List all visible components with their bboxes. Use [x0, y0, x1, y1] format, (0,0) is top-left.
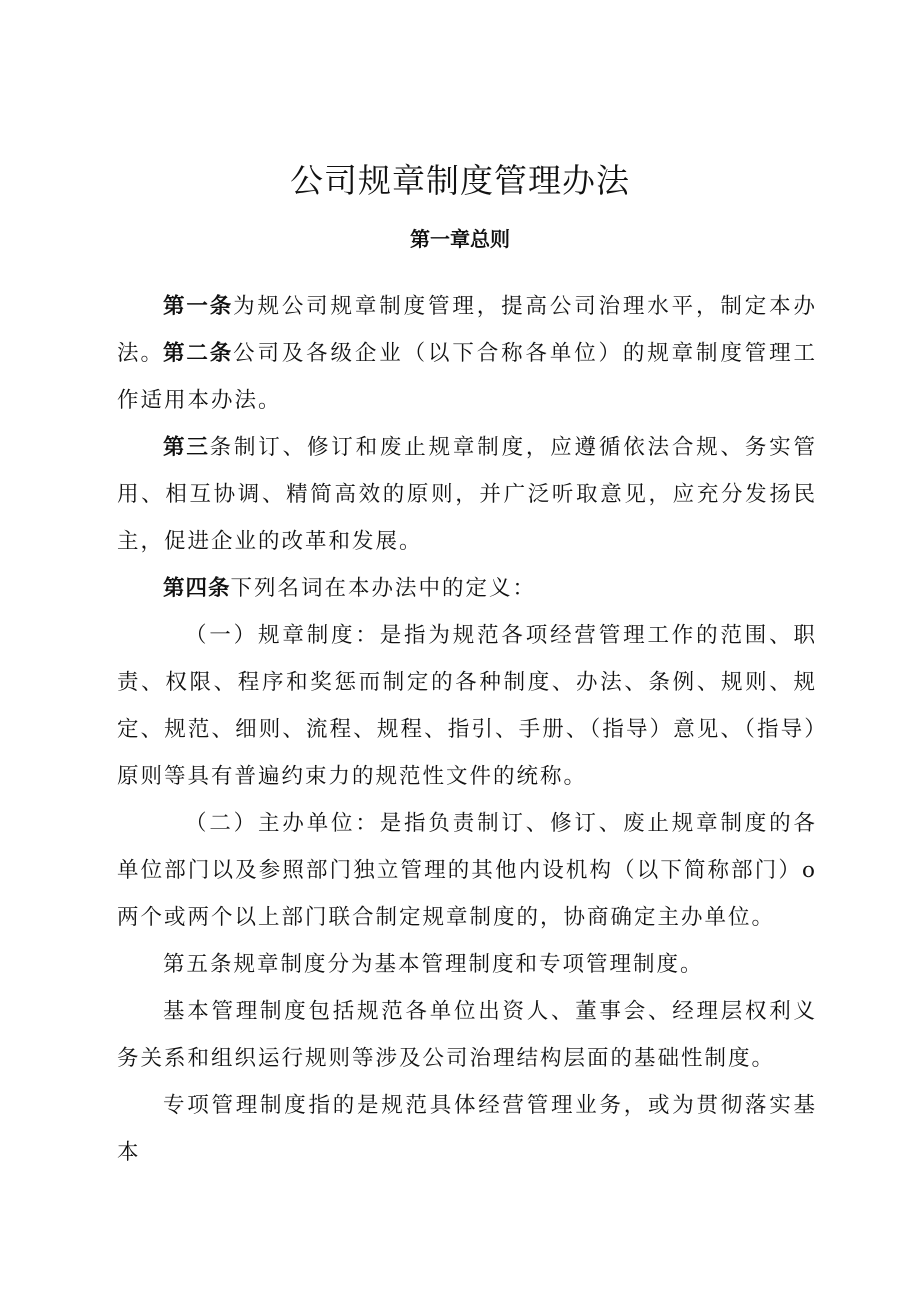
article-2: [117, 330, 817, 424]
definition-2: [117, 800, 817, 941]
article-label: 第二条: [163, 341, 234, 366]
document-title: 公司规章制度管理办法: [290, 161, 630, 200]
article-text: 条制订、修订和废止规章制度，应遵循依法合规、务实管用、相互协调、精简高效的原则，并广泛听取意见，应充分发扬民主，促进企业的改革和发展。: [117, 435, 817, 554]
special-management-paragraph: [117, 1082, 817, 1176]
definition-text: （二）主办单位：是指负责制订、修订、废止规章制度的各单位部门以及参照部门独立管理的其他内设机构（以下简称部门）o两个或两个以上部门联合制定规章制度的，协商确定主办单位。: [117, 811, 817, 930]
article-3: [117, 424, 817, 565]
basic-management-paragraph: [117, 988, 817, 1082]
article-label: 第四条: [163, 576, 231, 601]
paragraph-text: 专项管理制度指的是规范具体经营管理业务，或为贯彻落实基本: [117, 1093, 817, 1165]
article-4: [117, 565, 817, 612]
article-text: 下列名词在本办法中的定义：: [230, 576, 537, 601]
chapter-heading: 第一章总则: [410, 227, 510, 251]
article-text: 第五条规章制度分为基本管理制度和专项管理制度。: [163, 952, 704, 977]
paragraph-text: 基本管理制度包括规范各单位出资人、董事会、经理层权利义务关系和组织运行规则等涉及公司治理结构层面的基础性制度。: [117, 999, 817, 1071]
article-text: 为规公司规章制度管理，提高公司治理水平，制定本办法。: [117, 294, 817, 366]
article-label: 第三: [163, 435, 210, 460]
article-text: 公司及各级企业（以下合称各单位）的规章制度管理工作适用本办法。: [117, 341, 817, 413]
definition-text: （一）规章制度：是指为规范各项经营管理工作的范围、职责、权限、程序和奖惩而制定的各种制度、办法、条例、规则、规定、规范、细则、流程、规程、指引、手册、（指导）意见、（指导）原则等具有普遍约束力的规范性文件的统称。: [117, 623, 817, 789]
article-5: [117, 941, 817, 988]
article-label: 第一条: [163, 294, 234, 319]
definition-1: [117, 612, 817, 800]
